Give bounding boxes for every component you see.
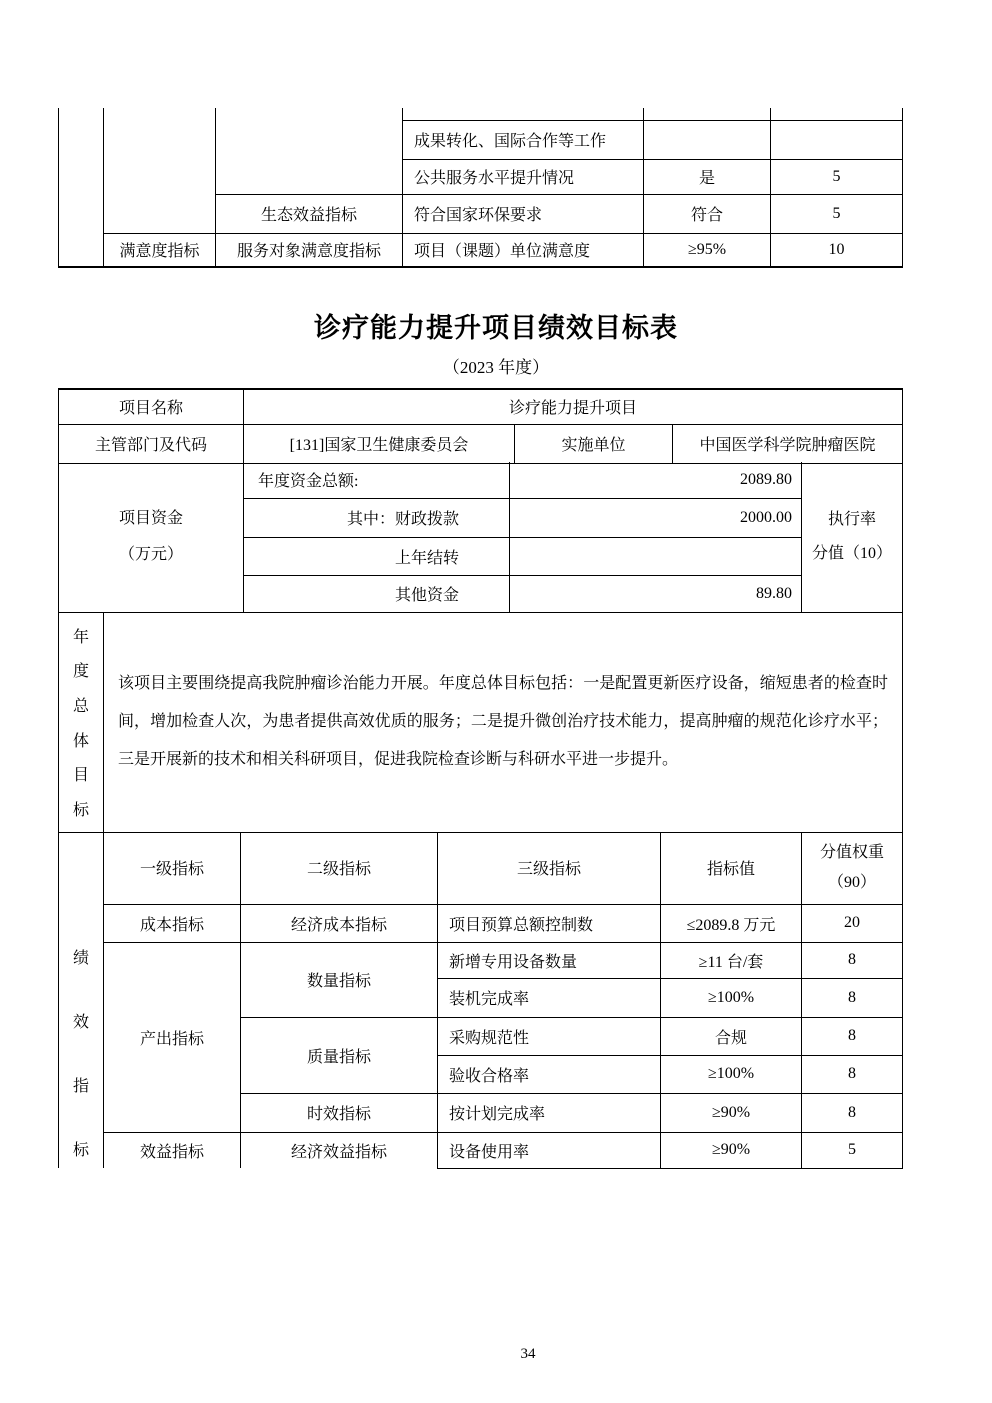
page-title: 诊疗能力提升项目绩效目标表 <box>314 313 678 343</box>
cont-l2-stub-cell <box>216 108 403 194</box>
funding-fiscal-value-cell: 2000.00 <box>510 498 802 537</box>
goal-vertical-header <box>59 624 103 820</box>
table-row <box>59 904 903 942</box>
indicator-vertical-header <box>59 945 103 1160</box>
funding-label-cell <box>59 462 244 612</box>
exec-rate-line1: 执行率 <box>827 510 876 528</box>
cont-left-stub-cell <box>59 108 104 267</box>
l3-cell: 验收合格率 <box>438 1055 661 1093</box>
l2-benefit-cell: 经济效益指标 <box>241 1132 438 1168</box>
cont-score-stub-cell <box>771 108 903 120</box>
l1-benefit-cell: 效益指标 <box>104 1132 241 1168</box>
dept-value-cell: [131]国家卫生健康委员会 <box>244 424 515 463</box>
header-weight-line1: 分值权重 <box>819 843 884 861</box>
funding-fiscal-label-cell: 其中：财政拨款 <box>244 498 510 537</box>
cont-score-cell: 10 <box>771 233 903 267</box>
table-row <box>59 389 903 424</box>
cont-score-cell: 5 <box>771 194 903 233</box>
score-cell: 8 <box>802 978 903 1017</box>
impl-label-cell: 实施单位 <box>515 424 673 463</box>
score-cell: 8 <box>802 1055 903 1093</box>
goal-char: 目 <box>72 767 89 785</box>
cont-l1-stub-cell <box>104 108 216 233</box>
value-cell: ≥100% <box>661 1055 802 1093</box>
cont-l3-stub-cell <box>403 108 644 120</box>
funding-label-line2: （万元） <box>118 545 183 563</box>
l2-cost-cell: 经济成本指标 <box>241 904 438 942</box>
indicator-char: 效 <box>72 1013 89 1031</box>
l3-cell: 采购规范性 <box>438 1017 661 1055</box>
goal-text-cell: 该项目主要围绕提高我院肿瘤诊治能力开展。年度总体目标包括：一是配置更新医疗设备，缩短患者的检查时间，增加检查人次，为患者提供高效优质的服务；二是提升微创治疗技术能力，提高肿瘤的规范化诊疗水平；三是开展新的技术和相关科研项目，促进我院检查诊断与科研水平进一步提升。 <box>104 612 903 832</box>
value-cell: 合规 <box>661 1017 802 1055</box>
value-cell: ≥90% <box>661 1093 802 1132</box>
funding-table <box>58 462 903 613</box>
l3-cell: 项目预算总额控制数 <box>438 904 661 942</box>
header-weight-line2: （90） <box>827 873 876 891</box>
value-cell: ≤2089.8 万元 <box>661 904 802 942</box>
funding-carryover-value-cell <box>510 537 802 575</box>
table-row <box>59 942 903 978</box>
header-weight-cell <box>802 832 903 904</box>
funding-other-value-cell: 89.80 <box>510 575 802 612</box>
cont-l3-cell: 符合国家环保要求 <box>403 194 644 233</box>
basic-info-table <box>58 388 903 464</box>
table-row <box>59 424 903 463</box>
exec-rate-cell <box>802 462 903 612</box>
score-cell: 5 <box>802 1132 903 1168</box>
table-row <box>59 233 903 267</box>
funding-carryover-label-cell: 上年结转 <box>244 537 510 575</box>
score-cell: 20 <box>802 904 903 942</box>
header-l3-cell: 三级指标 <box>438 832 661 904</box>
l3-cell: 装机完成率 <box>438 978 661 1017</box>
indicator-char: 标 <box>72 1141 89 1159</box>
goal-vertical-header-cell <box>59 612 104 832</box>
table-row <box>59 832 903 904</box>
header-l1-cell: 一级指标 <box>104 832 241 904</box>
l1-output-cell: 产出指标 <box>104 942 241 1132</box>
goal-char: 度 <box>72 663 89 681</box>
cont-value-cell: 是 <box>644 159 771 194</box>
l2-quality-cell: 质量指标 <box>241 1017 438 1093</box>
page-subtitle: （2023 年度） <box>442 358 550 377</box>
funding-total-value-cell: 2089.80 <box>510 462 802 498</box>
cont-score-cell <box>771 120 903 159</box>
cont-l3-cell: 成果转化、国际合作等工作 <box>403 120 644 159</box>
indicator-vertical-header-cell <box>59 832 104 1168</box>
performance-indicator-table <box>58 832 903 1169</box>
cont-score-cell: 5 <box>771 159 903 194</box>
dept-label-cell: 主管部门及代码 <box>59 424 244 463</box>
exec-rate-line2: 分值（10） <box>811 544 892 562</box>
cont-l2-eco-cell: 生态效益指标 <box>216 194 403 233</box>
l3-cell: 新增专用设备数量 <box>438 942 661 978</box>
goal-char: 体 <box>72 732 89 750</box>
value-cell: ≥90% <box>661 1132 802 1168</box>
cont-value-cell: 符合 <box>644 194 771 233</box>
l3-cell: 按计划完成率 <box>438 1093 661 1132</box>
funding-other-label-cell: 其他资金 <box>244 575 510 612</box>
table-row <box>59 1132 903 1168</box>
goal-char: 总 <box>72 697 89 715</box>
annual-goal-table <box>58 612 903 833</box>
cont-value-cell <box>644 120 771 159</box>
goal-char: 标 <box>72 801 89 819</box>
cont-l3-cell: 项目（课题）单位满意度 <box>403 233 644 267</box>
score-cell: 8 <box>802 942 903 978</box>
cont-l1-cell: 满意度指标 <box>104 233 216 267</box>
l2-time-cell: 时效指标 <box>241 1093 438 1132</box>
l1-cost-cell: 成本指标 <box>104 904 241 942</box>
cont-l2-satisfaction-cell: 服务对象满意度指标 <box>216 233 403 267</box>
score-cell: 8 <box>802 1017 903 1055</box>
funding-label-line1: 项目资金 <box>118 509 183 527</box>
score-cell: 8 <box>802 1093 903 1132</box>
goal-char: 年 <box>72 628 89 646</box>
indicator-char: 指 <box>72 1077 89 1095</box>
header-value-cell: 指标值 <box>661 832 802 904</box>
funding-total-label-cell: 年度资金总额: <box>244 462 510 498</box>
impl-value-cell: 中国医学科学院肿瘤医院 <box>673 424 903 463</box>
value-cell: ≥11 台/套 <box>661 942 802 978</box>
l2-quantity-cell: 数量指标 <box>241 942 438 1017</box>
header-l2-cell: 二级指标 <box>241 832 438 904</box>
l3-cell: 设备使用率 <box>438 1132 661 1168</box>
cont-value-cell: ≥95% <box>644 233 771 267</box>
indicator-char: 绩 <box>72 949 89 967</box>
cont-l3-cell: 公共服务水平提升情况 <box>403 159 644 194</box>
project-name-label-cell: 项目名称 <box>59 389 244 424</box>
table-row <box>59 462 903 498</box>
continuation-indicator-table <box>58 108 903 268</box>
cont-value-stub-cell <box>644 108 771 120</box>
value-cell: ≥100% <box>661 978 802 1017</box>
page-number: 34 <box>520 1346 536 1362</box>
project-name-value-cell: 诊疗能力提升项目 <box>244 389 903 424</box>
table-row <box>59 612 903 832</box>
